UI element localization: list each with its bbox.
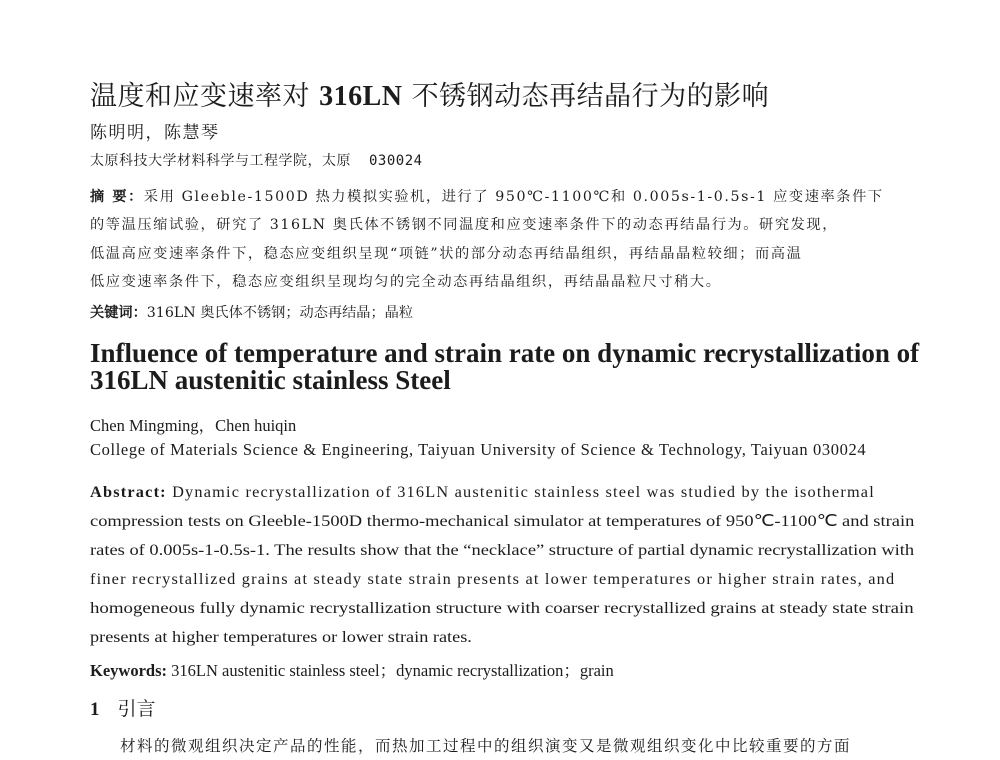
chinese-keywords <box>90 302 413 322</box>
english-abstract-label: Abstract: <box>90 482 167 501</box>
chinese-affiliation-text: 太原科技大学材料科学与工程学院，太原 <box>90 153 351 169</box>
english-abstract-line-1 <box>90 482 875 502</box>
english-keywords <box>90 657 614 681</box>
section-number: 1 <box>90 699 100 720</box>
chinese-keywords-text: 316LN 奥氏体不锈钢；动态再结晶；晶粒 <box>146 305 414 321</box>
chinese-title-part2: 不锈钢动态再结晶行为的影响 <box>411 81 770 112</box>
chinese-title <box>90 74 769 113</box>
english-abstract-line-5: homogeneous fully dynamic recrystallization structure with coarser recrystallized grains at steady state strain <box>90 598 914 617</box>
english-keywords-label: Keywords: <box>90 661 167 680</box>
chinese-abstract-label: 摘 要： <box>90 189 144 205</box>
english-keywords-text: 316LN austenitic stainless steel；dynamic recrystallization；grain <box>171 661 614 680</box>
english-abstract-text: Dynamic recrystallization of 316LN austenitic stainless steel was studied by the isothermal <box>172 482 875 501</box>
english-abstract-line-6: presents at higher temperatures or lower strain rates. <box>90 627 472 646</box>
english-title: Influence of temperature and strain rate on dynamic recrystallization of 316LN austenitic stainless Steel <box>90 338 920 395</box>
section-heading <box>90 694 156 721</box>
section-title: 引言 <box>117 698 156 720</box>
english-affiliation: College of Materials Science & Engineering, Taiyuan University of Science & Technology, Taiyuan 030024 <box>90 440 867 459</box>
chinese-authors: 陈明明，陈慧琴 <box>90 123 220 143</box>
english-abstract-line-4: finer recrystallized grains at steady state strain presents at lower temperatures or higher strain rates, and <box>90 569 896 588</box>
english-authors: Chen Mingming，Chen huiqin <box>90 416 297 435</box>
chinese-title-alloy: 316LN <box>319 81 403 112</box>
chinese-abstract-text: 采用 Gleeble-1500D 热力模拟实验机，进行了 950℃-1100℃和 0.005s-1-0.5s-1 应变速率条件下 <box>143 189 884 205</box>
chinese-abstract-line-4: 低应变速率条件下，稳态应变组织呈现均匀的完全动态再结晶组织，再结晶晶粒尺寸稍大。 <box>90 274 722 290</box>
chinese-abstract-line-2: 的等温压缩试验，研究了 316LN 奥氏体不锈钢不同温度和应变速率条件下的动态再结晶行为。研究发现， <box>90 217 838 233</box>
english-abstract-line-3: rates of 0.005s-1-0.5s-1. The results show that the “necklace” structure of partial dynamic recrystallization with <box>90 540 915 559</box>
chinese-abstract-line-3: 低温高应变速率条件下，稳态应变组织呈现“项链”状的部分动态再结晶组织，再结晶晶粒较细；而高温 <box>90 246 803 262</box>
chinese-affiliation <box>90 150 423 170</box>
intro-paragraph-line: 材料的微观组织决定产品的性能，而热加工过程中的组织演变又是微观组织变化中比较重要的方面 <box>120 737 852 755</box>
chinese-keywords-label: 关键词： <box>90 305 147 321</box>
english-abstract-line-2: compression tests on Gleeble-1500D thermo-mechanical simulator at temperatures of 950℃-1100℃ and strain <box>90 511 915 530</box>
chinese-abstract-line-1 <box>90 186 884 206</box>
chinese-affiliation-zip: 030024 <box>369 153 423 169</box>
chinese-title-part1: 温度和应变速率对 <box>90 81 310 112</box>
